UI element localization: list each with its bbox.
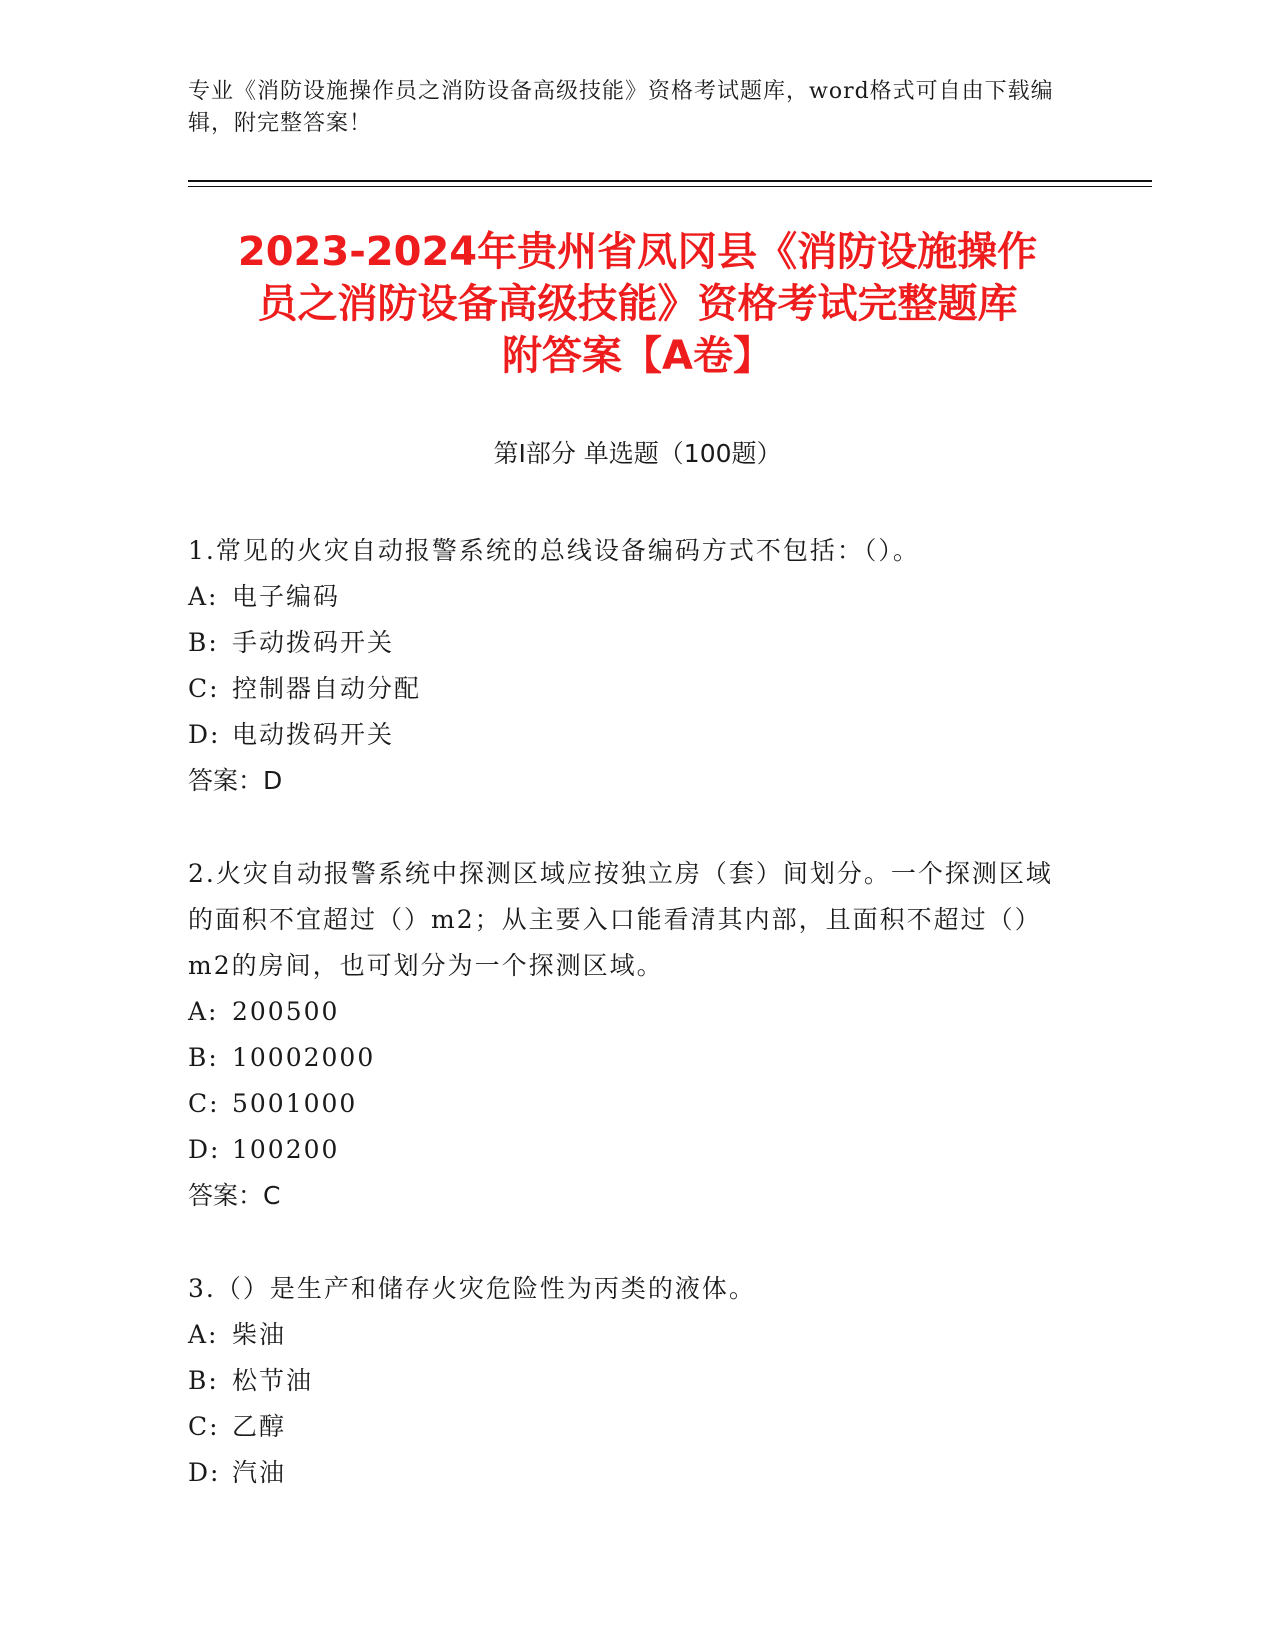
option-text: 电动拨码开关 bbox=[232, 720, 395, 749]
option-b bbox=[188, 1358, 1068, 1404]
option-letter: D: bbox=[188, 720, 221, 749]
title-line-3: 附答案【A卷】 bbox=[502, 333, 773, 379]
question-stem: 2.火灾自动报警系统中探测区域应按独立房（套）间划分。一个探测区域的面积不宜超过（）m2；从主要入口能看清其内部，且面积不超过（）m2的房间，也可划分为一个探测区域。 bbox=[188, 859, 1053, 980]
option-text: 电子编码 bbox=[232, 582, 341, 611]
title-line-2: 员之消防设备高级技能》资格考试完整题库 bbox=[257, 281, 1018, 327]
option-c bbox=[188, 1404, 1068, 1450]
answer-line: 答案：C bbox=[188, 1181, 281, 1210]
header-note: 专业《消防设施操作员之消防设备高级技能》资格考试题库，word格式可自由下载编辑，附完整答案！ bbox=[188, 79, 1054, 136]
option-a bbox=[188, 1312, 1068, 1358]
option-c bbox=[188, 666, 1068, 712]
option-text: 汽油 bbox=[232, 1458, 287, 1487]
option-b bbox=[188, 1035, 1068, 1081]
option-letter: A: bbox=[188, 997, 219, 1026]
option-a bbox=[188, 574, 1068, 620]
option-letter: C: bbox=[188, 674, 220, 703]
option-d bbox=[188, 712, 1068, 758]
header-divider-thick bbox=[188, 180, 1152, 182]
option-text: 乙醇 bbox=[232, 1412, 287, 1441]
option-d bbox=[188, 1450, 1068, 1496]
question-stem: 3.（）是生产和储存火灾危险性为丙类的液体。 bbox=[188, 1274, 756, 1303]
question-item bbox=[188, 851, 1068, 1219]
option-text: 柴油 bbox=[232, 1320, 287, 1349]
answer-line: 答案：D bbox=[188, 766, 283, 795]
header-divider-thin bbox=[188, 186, 1152, 187]
option-text: 100200 bbox=[232, 1135, 340, 1164]
option-c bbox=[188, 1081, 1068, 1127]
option-text: 10002000 bbox=[232, 1043, 376, 1072]
document-title bbox=[150, 226, 1125, 382]
question-list bbox=[188, 528, 1068, 1543]
option-text: 手动拨码开关 bbox=[232, 628, 395, 657]
title-line-1: 2023-2024年贵州省凤冈县《消防设施操作 bbox=[237, 229, 1038, 275]
option-text: 控制器自动分配 bbox=[232, 674, 422, 703]
question-item bbox=[188, 528, 1068, 804]
option-letter: D: bbox=[188, 1135, 221, 1164]
option-letter: C: bbox=[188, 1412, 220, 1441]
option-d bbox=[188, 1127, 1068, 1173]
option-text: 5001000 bbox=[232, 1089, 358, 1118]
section-heading: 第I部分 单选题（100题） bbox=[493, 439, 782, 468]
option-letter: D: bbox=[188, 1458, 221, 1487]
option-text: 松节油 bbox=[232, 1366, 314, 1395]
option-letter: B: bbox=[188, 1043, 219, 1072]
option-a bbox=[188, 989, 1068, 1035]
option-letter: B: bbox=[188, 1366, 219, 1395]
option-b bbox=[188, 620, 1068, 666]
question-stem: 1.常见的火灾自动报警系统的总线设备编码方式不包括：（）。 bbox=[188, 536, 920, 565]
question-item bbox=[188, 1266, 1068, 1496]
option-letter: A: bbox=[188, 582, 219, 611]
option-letter: C: bbox=[188, 1089, 220, 1118]
option-letter: A: bbox=[188, 1320, 219, 1349]
option-text: 200500 bbox=[232, 997, 340, 1026]
option-letter: B: bbox=[188, 628, 219, 657]
